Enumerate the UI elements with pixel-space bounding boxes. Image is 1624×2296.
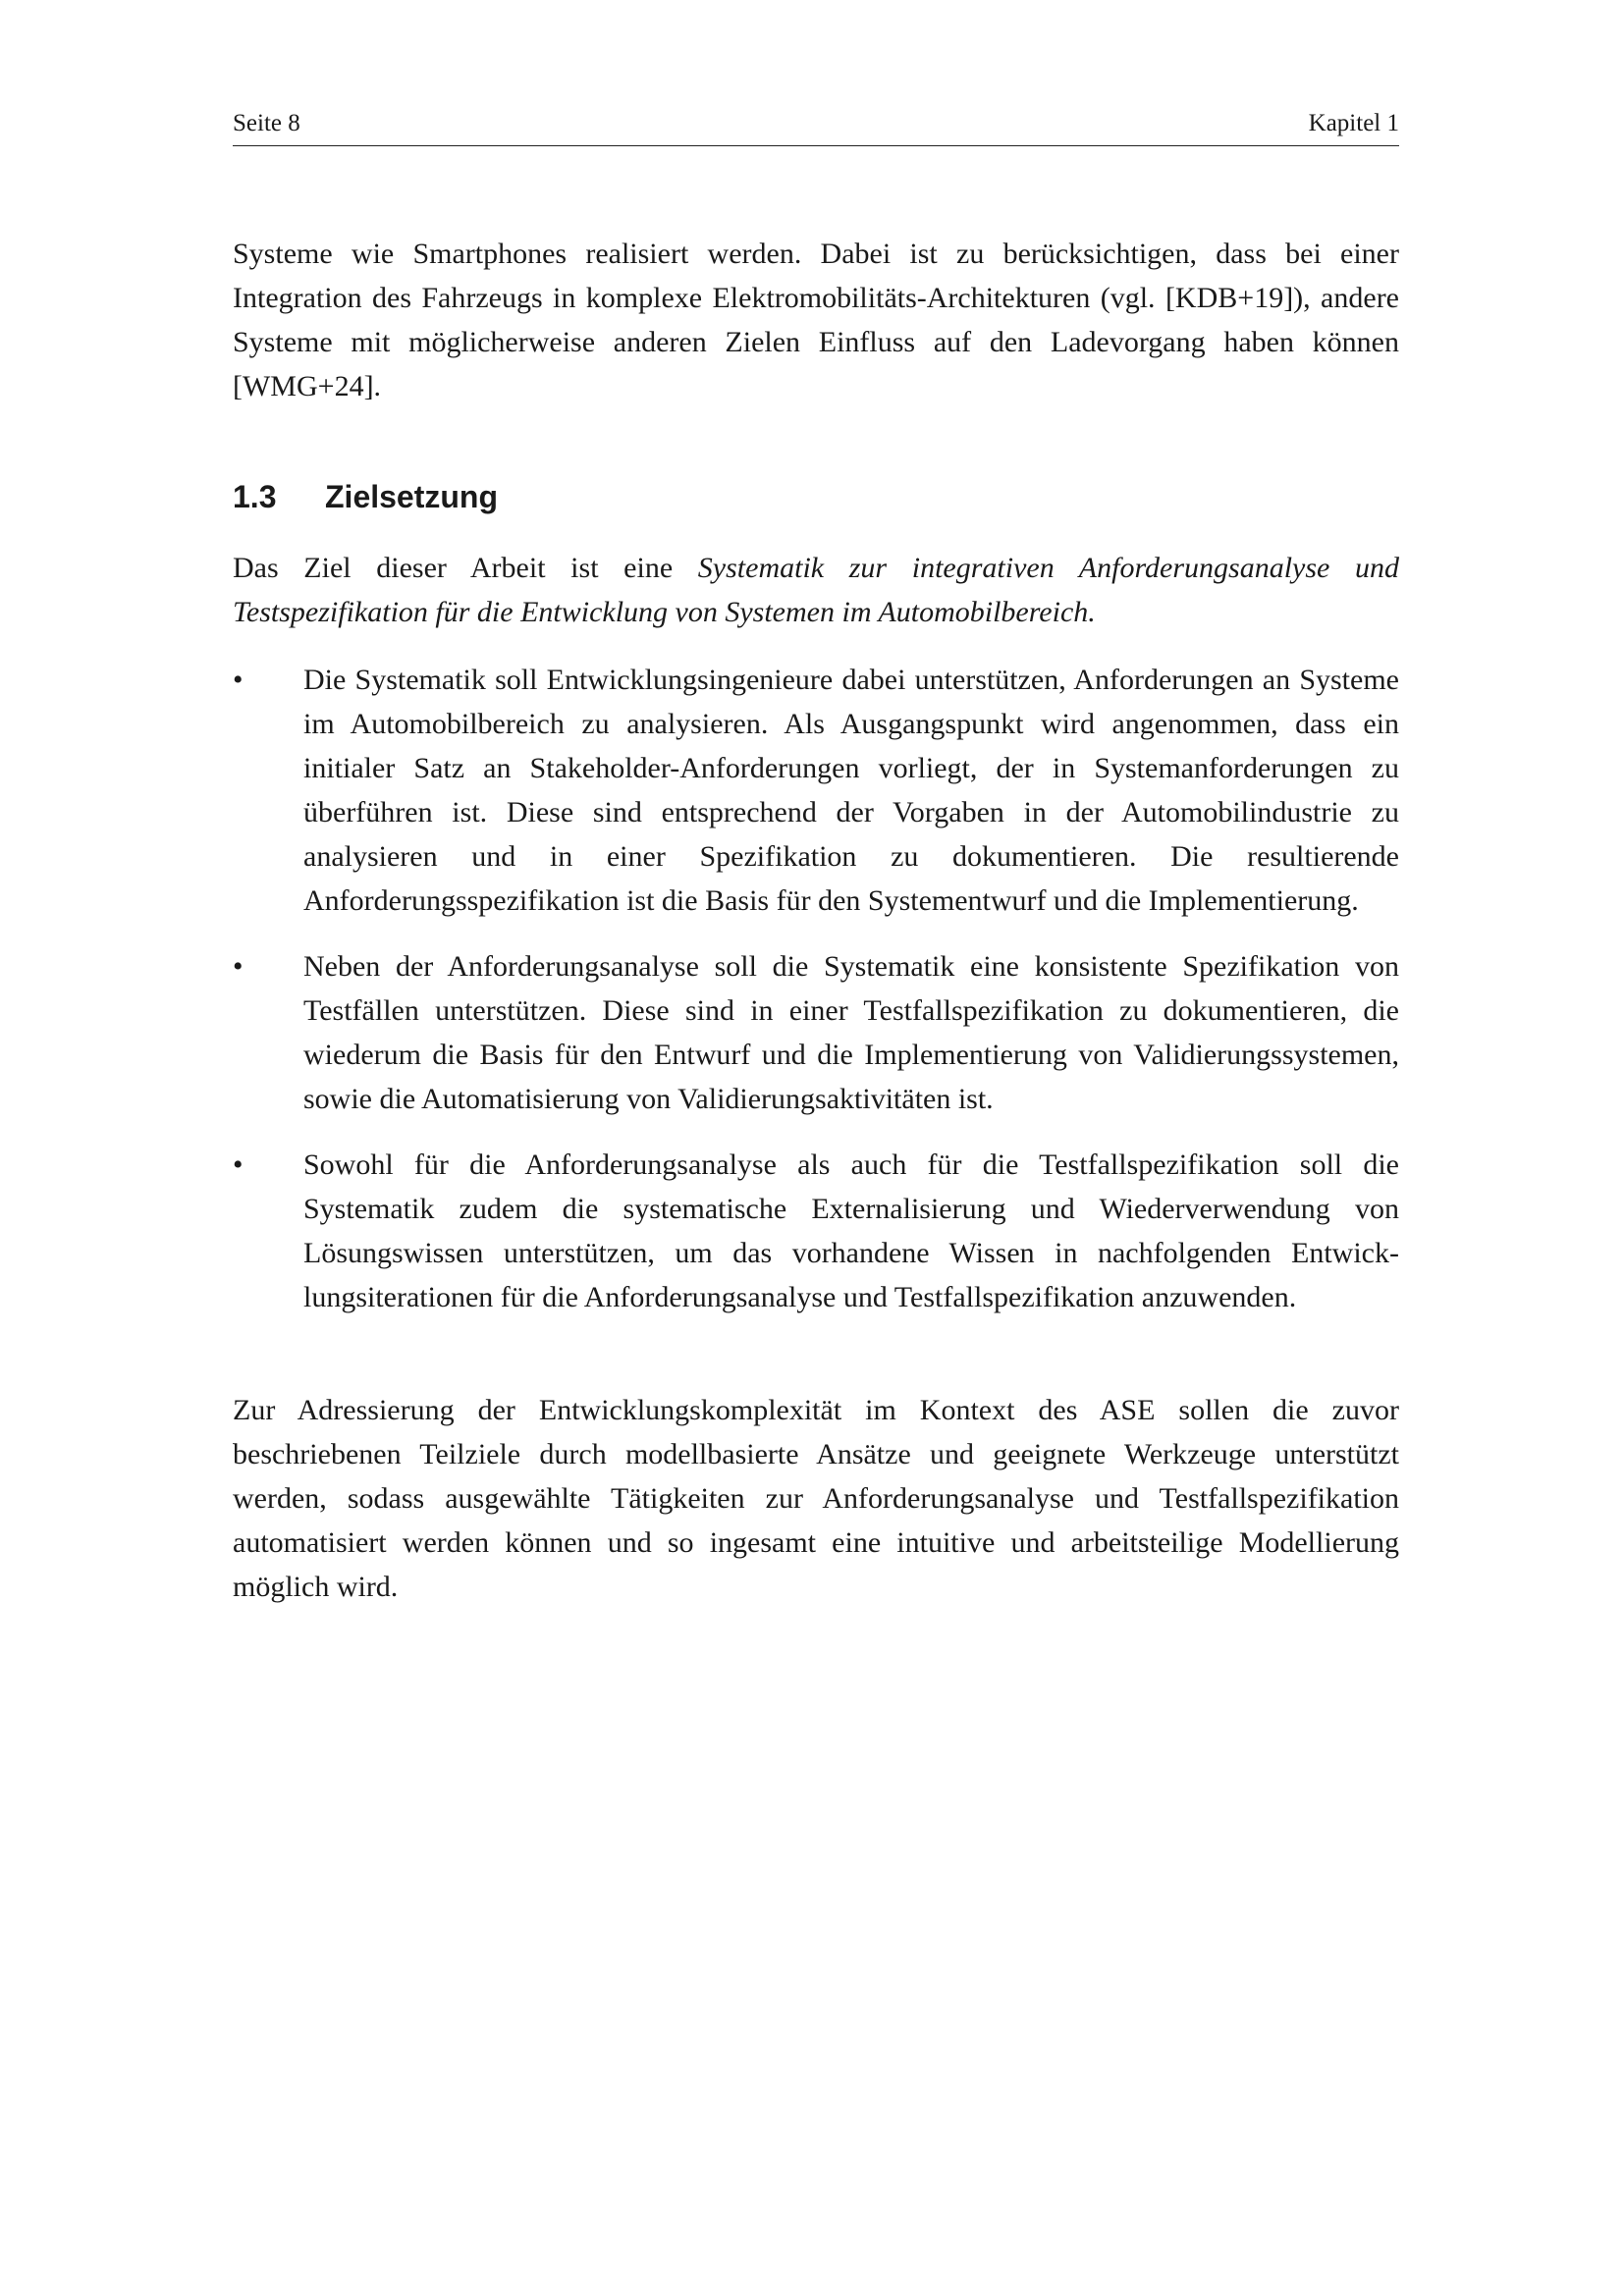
bullet-marker: • xyxy=(233,1148,244,1181)
list-item-text: Sowohl für die Anforderungsanalyse als auch für die Testfallspezifikation soll die Systematik zudem die systematische Externalisierung und Wiederverwendung von Lösungswissen unterstützen, um das vorhandene Wissen in nachfolgenden Entwicklungsiterationen für die Anforderungsanalyse und Testfallspezifikation anzuwenden. xyxy=(303,1148,1399,1313)
list-item xyxy=(233,658,1399,923)
goal-lead: Das Ziel dieser Arbeit ist eine xyxy=(233,552,698,584)
closing-paragraph: Zur Adressierung der Entwicklungskomplexität im Kontext des ASE sollen die zuvor beschriebenen Teilziele durch modellbasierte Ansätze und geeignete Werkzeuge unterstützt werden, sodass ausgewählte Tätigkeiten zur Anforderungsanalyse und Testfallspezifikation automatisiert werden können und so ingesamt eine intuitive und arbeitsteilige Modellierung möglich wird. xyxy=(233,1394,1399,1603)
list-item xyxy=(233,944,1399,1121)
list-item xyxy=(233,1143,1399,1319)
goal-bullet-list xyxy=(233,658,1399,1341)
bullet-marker: • xyxy=(233,664,244,696)
section-heading xyxy=(233,477,498,516)
bullet-marker: • xyxy=(233,950,244,983)
page-number: Seite 8 xyxy=(233,110,300,136)
goal-emphasis: Systematik zur integrativen Anforderungsanalyse und Testspezifikation für die Entwicklung von Systemen im Automobilbereich. xyxy=(233,552,1399,628)
section-number: 1.3 xyxy=(233,479,277,514)
chapter-label: Kapitel 1 xyxy=(1308,110,1399,136)
running-header xyxy=(233,106,1399,146)
goal-paragraph xyxy=(233,546,1399,634)
section-title: Zielsetzung xyxy=(325,479,499,514)
intro-paragraph: Systeme wie Smartphones realisiert werden. Dabei ist zu berücksichtigen, dass bei einer Integration des Fahrzeugs in komplexe Elektromobilitäts-Architekturen (vgl. [KDB+19]), andere Systeme mit möglicherweise anderen Zielen Einfluss auf den Ladevorgang haben können [WMG+24]. xyxy=(233,238,1399,402)
list-item-text: Die Systematik soll Entwicklungsingenieure dabei unterstützen, Anforderungen an Systeme im Automobilbereich zu analysieren. Als Ausgangspunkt wird angenommen, dass ein initialer Satz an Stakeholder-Anforderungen vorliegt, der in Systemanforderungen zu überführen ist. Diese sind entsprechend der Vorgaben in der Automobilindustrie zu analysieren und in einer Spezifikation zu dokumentieren. Die resultierende Anforderungsspezifikation ist die Basis für den Systementwurf und die Implementierung. xyxy=(303,664,1399,917)
list-item-text: Neben der Anforderungsanalyse soll die Systematik eine konsistente Spezifikation von Testfällen unterstützen. Diese sind in einer Testfallspezifikation zu dokumentieren, die wiederum die Basis für den Entwurf und die Implementierung von Validierungssystemen, sowie die Automatisierung von Validierungsaktivitäten ist. xyxy=(303,950,1399,1115)
